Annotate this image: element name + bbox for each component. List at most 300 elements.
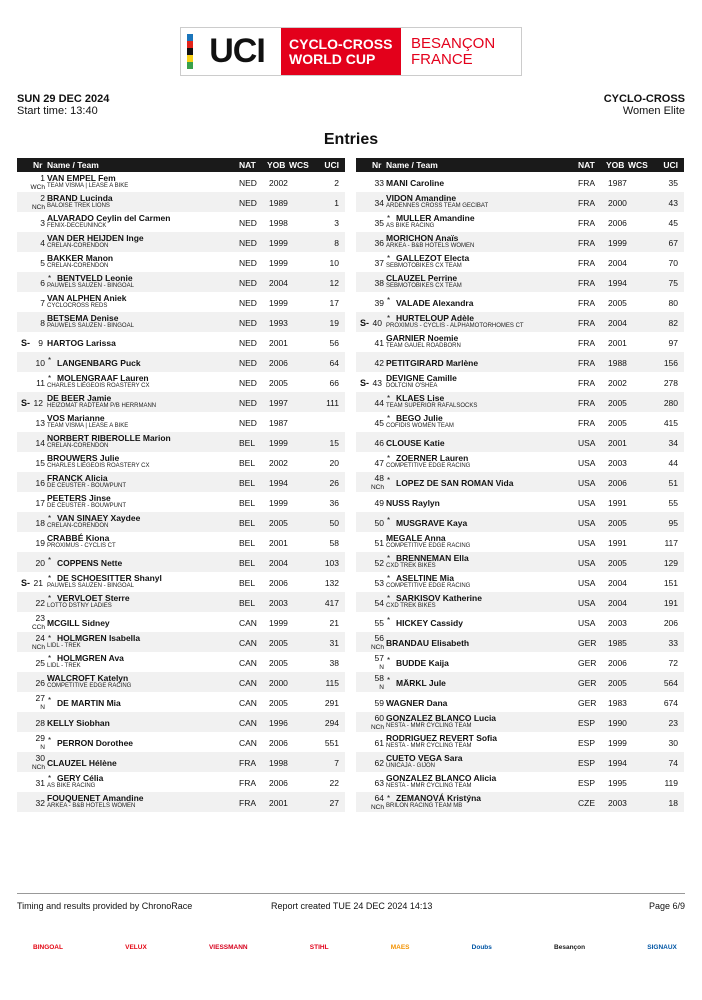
year-of-birth: 1999 (608, 738, 627, 748)
team-name: PROXIMUS - CYCLIS - ALPHAMOTORHOMES CT (386, 323, 524, 329)
uci-ranking: 111 (326, 398, 339, 408)
rider-name: PERRON Dorothee (57, 738, 134, 748)
footer-report-created: Report created TUE 24 DEC 2024 14:13 (271, 901, 433, 911)
table-row (17, 252, 345, 272)
u23-marker: * (48, 514, 52, 523)
nationality: USA (578, 438, 596, 448)
team-name: CRELAN-CORENDON (47, 243, 109, 249)
table-row (356, 612, 684, 632)
rider-name: FOUQUENET Amandine (47, 793, 144, 803)
col-name: Name / Team (386, 160, 438, 170)
table-row (17, 512, 345, 532)
year-of-birth: 1995 (608, 778, 627, 788)
rider-number: 31 (35, 778, 45, 788)
uci-ranking: 551 (324, 738, 339, 748)
uci-ranking: 17 (329, 298, 339, 308)
year-of-birth: 1983 (608, 698, 627, 708)
rider-number: 9 (38, 338, 43, 348)
year-of-birth: 2005 (608, 298, 627, 308)
uci-ranking: 278 (663, 378, 678, 388)
team-name: UNICAJA - GIJON (386, 763, 436, 769)
rider-number: 29 (35, 733, 45, 743)
event-city: BESANÇON (411, 34, 496, 52)
nationality: NED (239, 298, 257, 308)
table-row (17, 412, 345, 432)
year-of-birth: 2002 (269, 458, 288, 468)
uci-ranking: 206 (663, 618, 678, 628)
u23-marker: * (387, 454, 391, 463)
status-flag: S- (21, 398, 30, 408)
rider-name: MEGALE Anna (386, 533, 446, 543)
team-name: BRILON RACING TEAM MB (386, 803, 463, 809)
rider-name: ZEMANOVÁ Kristýna (396, 793, 482, 803)
rider-name: PETITGIRARD Marlène (386, 358, 479, 368)
nationality: USA (578, 498, 596, 508)
uci-ranking: 64 (329, 358, 339, 368)
team-name: CRELAN-CORENDON (47, 523, 109, 529)
status-flag: S- (21, 338, 30, 348)
table-row (17, 612, 345, 632)
table-row (17, 372, 345, 392)
table-row (356, 292, 684, 312)
table-row (356, 432, 684, 452)
rider-number: 28 (35, 718, 45, 728)
rider-number: 56 (374, 633, 384, 643)
nationality: USA (578, 578, 596, 588)
year-of-birth: 1991 (608, 498, 627, 508)
u23-marker: * (48, 374, 52, 383)
event-name-line1: CYCLO-CROSS (289, 35, 393, 52)
rider-name: BAKKER Manon (47, 253, 114, 263)
table-row (356, 352, 684, 372)
year-of-birth: 2003 (608, 798, 627, 808)
sponsor-logo: Doubs (471, 943, 492, 951)
rider-name: MUSGRAVE Kaya (396, 518, 468, 528)
u23-marker: * (387, 314, 391, 323)
team-name: CXD TREK BIKES (386, 563, 436, 569)
nationality: USA (578, 538, 596, 548)
year-of-birth: 2001 (608, 438, 627, 448)
rider-number: 25 (35, 658, 45, 668)
sponsor-strip (30, 937, 680, 957)
year-of-birth: 1999 (269, 618, 288, 628)
rider-name: GALLEZOT Electa (396, 253, 470, 263)
u23-marker: * (387, 414, 391, 423)
year-of-birth: 1990 (608, 718, 627, 728)
nationality: CAN (239, 678, 257, 688)
table-row (356, 652, 684, 672)
team-name: AS BIKE RACING (386, 223, 435, 229)
uci-ranking: 117 (664, 538, 678, 548)
rider-number: 51 (374, 538, 384, 548)
nationality: BEL (239, 598, 256, 608)
table-row (356, 192, 684, 212)
table-row (17, 532, 345, 552)
year-of-birth: 1994 (269, 478, 288, 488)
col-nat: NAT (578, 160, 595, 170)
rider-number: 32 (35, 798, 45, 808)
rider-name: MÄRKL Jule (396, 678, 446, 688)
rider-name: CLOUSE Katie (386, 438, 445, 448)
year-of-birth: 2001 (608, 338, 627, 348)
uci-ranking: 38 (329, 658, 339, 668)
rider-name: GONZALEZ BLANCO Alicia (386, 773, 497, 783)
rider-name: MORICHON Anaïs (386, 233, 459, 243)
team-name: NESTA - MMR CYCLING TEAM (386, 783, 472, 789)
nationality: FRA (578, 358, 595, 368)
u23-marker: * (48, 556, 52, 565)
sponsor-logo: VELUX (125, 943, 147, 951)
nationality: FRA (578, 398, 595, 408)
uci-ranking: 1 (334, 198, 339, 208)
col-nr: Nr (372, 160, 382, 170)
team-name: TEAM GAUEL ROADBORN (386, 343, 461, 349)
team-name: COMPETITIVE EDGE RACING (47, 683, 132, 689)
uci-ranking: 51 (668, 478, 678, 488)
nationality: NED (239, 238, 257, 248)
nationality: NED (239, 178, 257, 188)
year-of-birth: 1987 (608, 178, 627, 188)
year-of-birth: 2003 (608, 618, 627, 628)
nationality: FRA (239, 778, 256, 788)
champion-flag: NCh (31, 764, 45, 771)
rider-number: 50 (374, 518, 384, 528)
rider-number: 5 (40, 258, 45, 268)
nationality: ESP (578, 778, 596, 788)
nationality: USA (578, 558, 596, 568)
u23-marker: * (48, 654, 52, 663)
u23-marker: * (48, 274, 52, 283)
champion-flag: N (379, 664, 384, 671)
uci-ranking: 7 (334, 758, 339, 768)
nationality: NED (239, 338, 257, 348)
uci-ranking: 50 (329, 518, 339, 528)
status-flag: S- (360, 318, 369, 328)
uci-ranking: 15 (329, 438, 339, 448)
team-name: SEBMOTOBIKES CX TEAM (386, 263, 462, 269)
table-row (17, 432, 345, 452)
nationality: GER (578, 698, 597, 708)
table-row (17, 212, 345, 232)
uci-ranking: 291 (324, 698, 339, 708)
uci-ranking: 22 (329, 778, 339, 788)
table-row (17, 472, 345, 492)
uci-ranking: 3 (334, 218, 339, 228)
uci-ranking: 35 (668, 178, 678, 188)
rider-number: 45 (374, 418, 384, 428)
u23-marker: * (48, 774, 52, 783)
nationality: NED (239, 378, 257, 388)
year-of-birth: 2006 (269, 578, 288, 588)
nationality: NED (239, 418, 257, 428)
team-name: LIDL - TREK (47, 643, 81, 649)
team-name: PAUWELS SAUZEN - BINGOAL (47, 323, 134, 329)
champion-flag: WCh (30, 184, 45, 191)
col-nat: NAT (239, 160, 256, 170)
u23-marker: * (387, 794, 391, 803)
rider-number: 42 (374, 358, 384, 368)
nationality: FRA (578, 278, 595, 288)
rider-number: 47 (374, 458, 384, 468)
nationality: USA (578, 518, 596, 528)
nationality: CAN (239, 618, 257, 628)
rider-number: 41 (374, 338, 384, 348)
year-of-birth: 2001 (269, 338, 288, 348)
nationality: CAN (239, 698, 257, 708)
race-category-block (604, 93, 685, 117)
nationality: FRA (239, 798, 256, 808)
rider-name: GERY Célia (57, 773, 104, 783)
uci-ranking: 97 (668, 338, 678, 348)
year-of-birth: 2003 (269, 598, 288, 608)
rider-number: 62 (374, 758, 384, 768)
year-of-birth: 1996 (269, 718, 288, 728)
uci-ranking: 66 (329, 378, 339, 388)
uci-ranking: 56 (329, 338, 339, 348)
year-of-birth: 1997 (269, 398, 288, 408)
uci-ranking: 33 (668, 638, 678, 648)
table-row (356, 452, 684, 472)
table-row (17, 632, 345, 652)
rider-name: WALCROFT Katelyn (47, 673, 129, 683)
uci-ranking: 26 (329, 478, 339, 488)
table-row (356, 212, 684, 232)
rider-name: CUETO VEGA Sara (386, 753, 463, 763)
table-header (17, 158, 345, 172)
rider-name: MOLENGRAAF Lauren (57, 373, 149, 383)
year-of-birth: 1999 (608, 238, 627, 248)
table-row (17, 572, 345, 592)
table-row (17, 292, 345, 312)
year-of-birth: 2004 (269, 558, 288, 568)
table-row (356, 712, 684, 732)
footer-divider (17, 893, 685, 894)
nationality: GER (578, 638, 597, 648)
uci-ranking: 55 (668, 498, 678, 508)
year-of-birth: 2006 (608, 478, 627, 488)
table-row (17, 172, 345, 192)
team-name: ARKEA - B&B HOTELS WOMEN (386, 243, 475, 249)
rider-number: 38 (374, 278, 384, 288)
rider-number: 6 (40, 278, 45, 288)
rider-number: 53 (374, 578, 384, 588)
uci-ranking: 67 (668, 238, 678, 248)
rider-name: WAGNER Dana (386, 698, 448, 708)
nationality: BEL (239, 498, 256, 508)
sponsor-logo: STIHL (309, 943, 329, 951)
year-of-birth: 2005 (269, 698, 288, 708)
team-name: TEAM VISMA | LEASE A BIKE (47, 423, 129, 429)
uci-ranking: 74 (668, 758, 678, 768)
race-date-block (17, 93, 109, 117)
nationality: BEL (239, 438, 256, 448)
year-of-birth: 2005 (608, 558, 627, 568)
year-of-birth: 1998 (269, 218, 288, 228)
table-row (17, 232, 345, 252)
uci-ranking: 95 (668, 518, 678, 528)
rider-number: 46 (374, 438, 384, 448)
rider-name: VIDON Amandine (386, 193, 457, 203)
rider-number: 52 (374, 558, 384, 568)
rider-name: RODRIGUEZ REVERT Sofia (386, 733, 497, 743)
champion-flag: NCh (370, 724, 384, 731)
sponsor-logo: SIGNAUX (647, 943, 677, 951)
rider-number: 18 (35, 518, 45, 528)
nationality: FRA (578, 178, 595, 188)
rider-name: VAN SINAEY Xaydee (57, 513, 141, 523)
table-row (356, 552, 684, 572)
rider-name: VAN ALPHEN Aniek (47, 293, 127, 303)
year-of-birth: 2006 (608, 658, 627, 668)
table-row (17, 752, 345, 772)
uci-ranking: 119 (664, 778, 678, 788)
rider-number: 33 (374, 178, 384, 188)
rider-name: HURTELOUP Adèle (396, 313, 474, 323)
u23-marker: * (387, 476, 391, 485)
page-title: Entries (323, 131, 379, 148)
table-row (356, 792, 684, 812)
rider-name: BETSEMA Denise (47, 313, 119, 323)
year-of-birth: 2003 (608, 458, 627, 468)
rider-name: VALADE Alexandra (396, 298, 474, 308)
nationality: CZE (578, 798, 595, 808)
nationality: BEL (239, 578, 256, 588)
nationality: NED (239, 318, 257, 328)
year-of-birth: 2000 (608, 198, 627, 208)
rider-name: NUSS Raylyn (386, 498, 440, 508)
year-of-birth: 2002 (269, 178, 288, 188)
rider-number: 23 (35, 613, 45, 623)
uci-ranking: 43 (668, 198, 678, 208)
col-yob: YOB (606, 160, 625, 170)
uci-ranking: 82 (668, 318, 678, 328)
nationality: FRA (239, 758, 256, 768)
uci-ranking: 294 (324, 718, 339, 728)
nationality: CAN (239, 718, 257, 728)
rider-name: HICKEY Cassidy (396, 618, 463, 628)
table-row (356, 752, 684, 772)
uci-ranking: 103 (324, 558, 339, 568)
year-of-birth: 2001 (269, 538, 288, 548)
year-of-birth: 2005 (608, 418, 627, 428)
race-date: SUN 29 DEC 2024 (17, 93, 110, 105)
rider-name: PEETERS Jinse (47, 493, 111, 503)
rider-name: ALVARADO Ceylin del Carmen (47, 213, 171, 223)
nationality: ESP (578, 718, 596, 728)
uci-ranking: 70 (668, 258, 678, 268)
nationality: NED (239, 218, 257, 228)
nationality: BEL (239, 458, 256, 468)
u23-marker: * (387, 616, 391, 625)
table-row (17, 352, 345, 372)
year-of-birth: 2005 (269, 518, 288, 528)
table-row (17, 492, 345, 512)
team-name: PAUWELS SAUZEN - BINGOAL (47, 283, 134, 289)
nationality: FRA (578, 338, 595, 348)
nationality: FRA (578, 318, 595, 328)
nationality: USA (578, 478, 596, 488)
nationality: FRA (578, 418, 595, 428)
table-row (17, 192, 345, 212)
rider-number: 19 (35, 538, 45, 548)
year-of-birth: 1994 (608, 278, 627, 288)
rider-name: ASELTINE Mia (396, 573, 454, 583)
table-row (356, 412, 684, 432)
u23-marker: * (48, 574, 52, 583)
year-of-birth: 2002 (608, 378, 627, 388)
col-wcs: WCS (289, 160, 309, 170)
year-of-birth: 1999 (269, 438, 288, 448)
rider-number: 55 (374, 618, 384, 628)
nationality: FRA (578, 298, 595, 308)
u23-marker: * (387, 594, 391, 603)
rider-number: 22 (35, 598, 45, 608)
team-name: COMPETITIVE EDGE RACING (386, 463, 471, 469)
rider-name: DE MARTIN Mia (57, 698, 121, 708)
year-of-birth: 2005 (608, 518, 627, 528)
rider-name: VAN DER HEIJDEN Inge (47, 233, 144, 243)
rider-number: 49 (374, 498, 384, 508)
uci-ranking: 8 (334, 238, 339, 248)
rider-name: LANGENBARG Puck (57, 358, 141, 368)
uci-ranking: 417 (324, 598, 339, 608)
table-row (356, 692, 684, 712)
uci-ranking: 129 (663, 558, 678, 568)
sponsor-logo: VIESSMANN (208, 943, 248, 951)
table-row (17, 772, 345, 792)
table-row (356, 672, 684, 692)
rider-name: ZOERNER Lauren (396, 453, 469, 463)
table-row (17, 672, 345, 692)
rider-number: 8 (40, 318, 45, 328)
year-of-birth: 2004 (608, 598, 627, 608)
table-row (356, 272, 684, 292)
status-flag: S- (21, 578, 30, 588)
year-of-birth: 2005 (269, 658, 288, 668)
team-name: SEBMOTOBIKES CX TEAM (386, 283, 462, 289)
table-row (356, 772, 684, 792)
team-name: PROXIMUS - CYCLIS CT (47, 543, 116, 549)
uci-ranking: 31 (329, 638, 339, 648)
table-row (356, 632, 684, 652)
champion-flag: CCh (31, 624, 45, 631)
rider-name: BRAND Lucinda (47, 193, 113, 203)
rider-name: DE SCHOESITTER Shanyl (57, 573, 162, 583)
u23-marker: * (48, 634, 52, 643)
u23-marker: * (48, 594, 52, 603)
event-country: FRANCE (411, 50, 473, 68)
rider-number: 36 (374, 238, 384, 248)
champion-flag: N (379, 684, 384, 691)
uci-ranking: 75 (668, 278, 678, 288)
rider-number: 59 (374, 698, 384, 708)
year-of-birth: 2005 (608, 398, 627, 408)
year-of-birth: 2006 (269, 778, 288, 788)
rider-number: 17 (35, 498, 45, 508)
table-row (17, 692, 345, 712)
team-name: CHARLES LIÉGEOIS ROASTERY CX (47, 463, 150, 469)
year-of-birth: 2004 (608, 578, 627, 588)
rider-number: 10 (35, 358, 45, 368)
rider-number: 20 (35, 558, 45, 568)
team-name: PAUWELS SAUZEN - BINGOAL (47, 583, 134, 589)
team-name: COMPETITIVE EDGE RACING (386, 583, 471, 589)
uci-ranking: 280 (663, 398, 678, 408)
sponsor-logo: Besançon (554, 943, 586, 951)
u23-marker: * (387, 254, 391, 263)
rider-name: NORBERT RIBEROLLE Marion (47, 433, 171, 443)
rider-name: MANI Caroline (386, 178, 445, 188)
